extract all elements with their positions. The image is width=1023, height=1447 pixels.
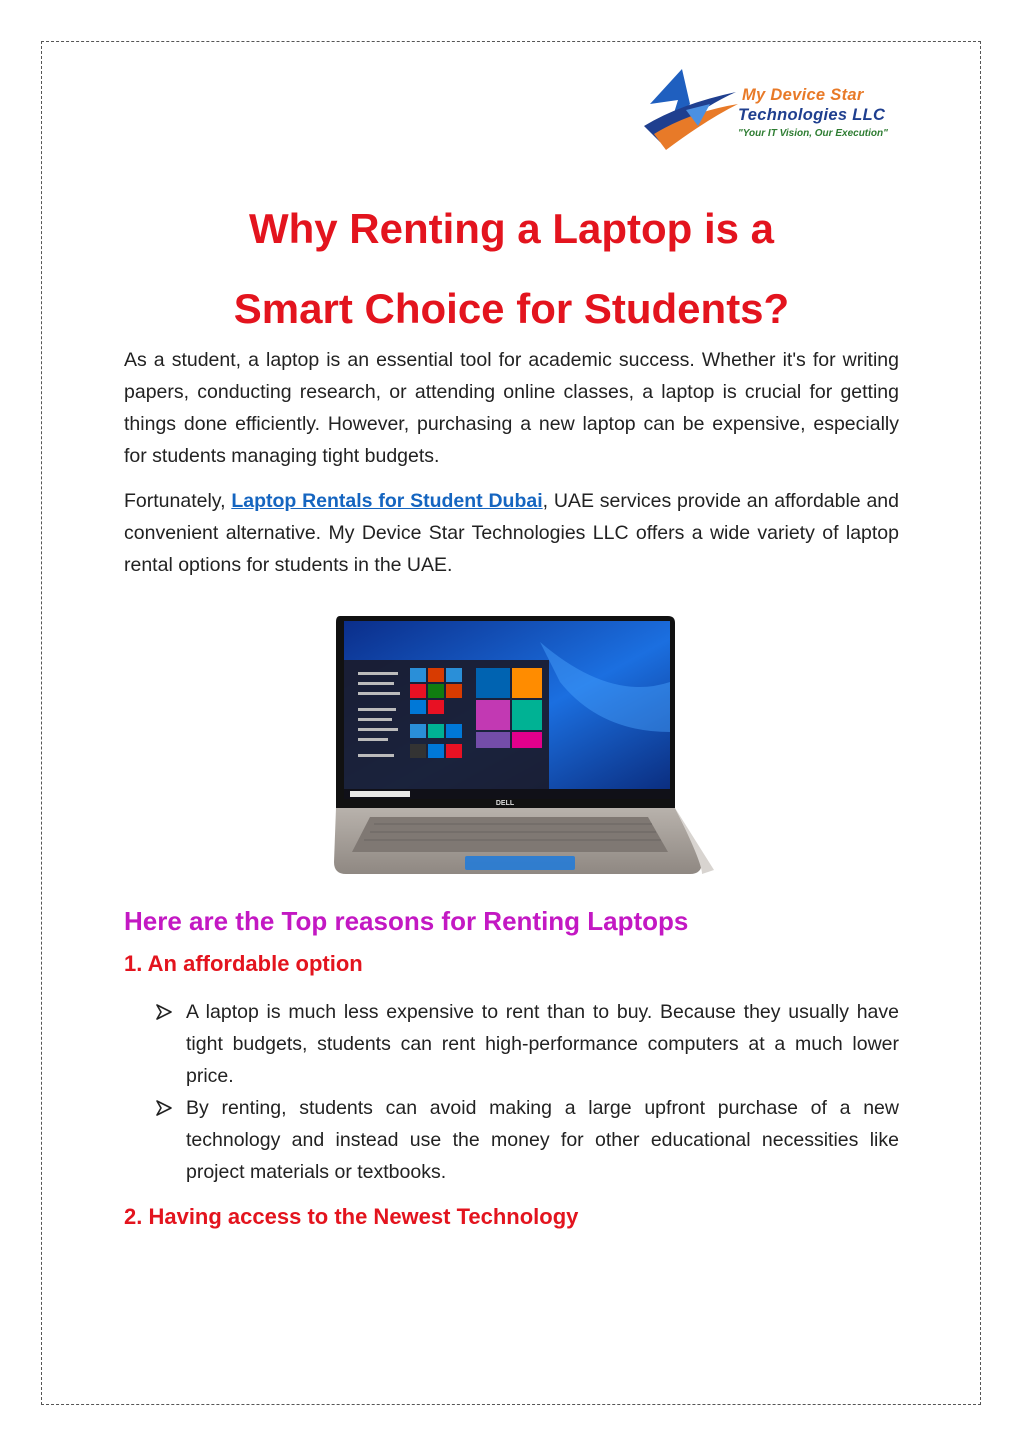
reason-heading-2: 2. Having access to the Newest Technology [124,1204,579,1229]
laptop-brand: DELL [495,800,515,807]
star-swoosh-logo-icon [640,64,740,159]
rental-paragraph-rest: , UAE services provide an affordable and convenient alternative. My Device Star Technologies LLC offers a wide variety of laptop rental options for students in the UAE. [124,490,899,576]
list-item [155,996,899,1092]
logo-name-line2: Technologies LLC [738,106,886,124]
rental-paragraph [124,485,899,581]
bullet-text: By renting, students can avoid making a large upfront purchase of a new technology and instead use the money for other educational necessities like project materials or textbooks. [186,1097,899,1183]
page-title-line1: Why Renting a Laptop is a [248,205,775,252]
page-title-line2: Smart Choice for Students? [233,285,790,332]
reason-heading-1: 1. An affordable option [124,951,363,976]
arrow-bullet-icon [155,996,175,1028]
reason-1-bullets [155,996,899,1188]
logo-name-line1: My Device Star [742,86,864,104]
bullet-text: A laptop is much less expensive to rent than to buy. Because they usually have tight budgets, students can rent high-performance computers at a much lower price. [186,1001,899,1087]
section-heading: Here are the Top reasons for Renting Laptops [124,906,689,936]
arrow-bullet-icon [155,1092,175,1124]
laptop-illustration [330,612,715,882]
logo-tagline: "Your IT Vision, Our Execution" [738,128,888,139]
company-logo [640,64,920,159]
laptop-image [330,612,715,882]
intro-paragraph: As a student, a laptop is an essential tool for academic success. Whether it's for writing papers, conducting research, or attending online classes, a laptop is crucial for getting things done efficiently. However, purchasing a new laptop can be expensive, especially for students managing tight budgets. [124,349,899,467]
rental-paragraph-lead: Fortunately, [124,490,232,512]
laptop-rentals-link[interactable]: Laptop Rentals for Student Dubai [231,490,543,512]
list-item [155,1092,899,1188]
